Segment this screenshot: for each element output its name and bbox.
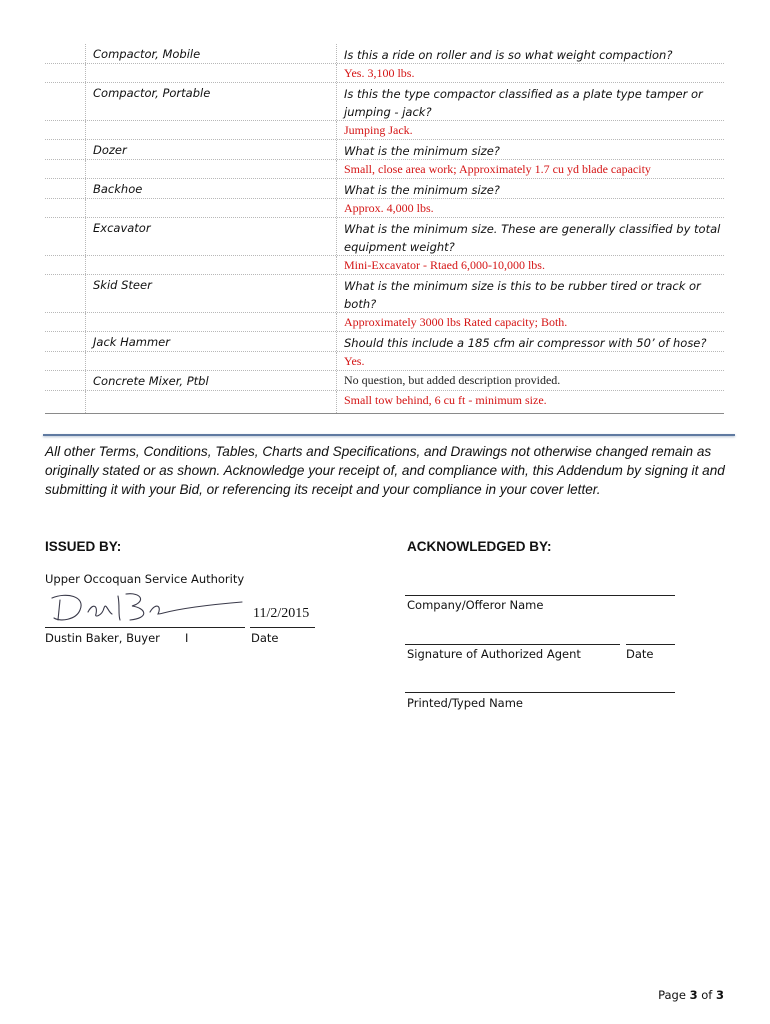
issuing-organization: Upper Occoquan Service Authority bbox=[45, 572, 245, 586]
agent-date-label: Date bbox=[626, 647, 654, 661]
terms-paragraph: All other Terms, Conditions, Tables, Charts and Specifications, and Drawings not otherwise changed remain as originally stated or as shown. Acknowledge your receipt of, and compliance with, this Addendum by signing it and submitting it with your Bid, or referencing its receipt and your compliance in your cover letter. bbox=[45, 444, 725, 497]
question-text: What is the minimum size is this to be rubber tired or track or both? bbox=[344, 279, 701, 311]
answer-text: Yes. 3,100 lbs. bbox=[344, 66, 415, 80]
equipment-cell: Dozer bbox=[86, 140, 337, 159]
table-row bbox=[45, 370, 724, 390]
table-row bbox=[45, 312, 724, 331]
equipment-cell: Backhoe bbox=[86, 179, 337, 198]
issued-date-value: 11/2/2015 bbox=[253, 606, 310, 621]
page-total: 3 bbox=[715, 988, 724, 1002]
equipment-cell: Compactor, Portable bbox=[86, 83, 337, 120]
question-text: Is this the type compactor classified as a plate type tamper or jumping - jack? bbox=[344, 87, 703, 119]
company-name-label: Company/Offeror Name bbox=[407, 598, 544, 612]
question-text: What is the minimum size? bbox=[344, 183, 500, 197]
answer-text: Approximately 3000 lbs Rated capacity; Both. bbox=[344, 315, 568, 329]
issuer-signature-line bbox=[45, 627, 245, 628]
table-row bbox=[45, 274, 724, 312]
note-text: No question, but added description provided. bbox=[344, 373, 561, 387]
page-of: of bbox=[701, 988, 713, 1002]
answer-text: Mini-Excavator - Rtaed 6,000-10,000 lbs. bbox=[344, 258, 545, 272]
qa-table bbox=[45, 44, 724, 414]
table-row bbox=[45, 63, 724, 82]
page-number bbox=[658, 988, 724, 1002]
equipment-cell: Jack Hammer bbox=[86, 332, 337, 351]
page-prefix: Page bbox=[658, 988, 686, 1002]
table-row bbox=[45, 82, 724, 120]
table-row bbox=[45, 44, 724, 63]
question-text: What is the minimum size? bbox=[344, 144, 500, 158]
table-row bbox=[45, 390, 724, 413]
table-row bbox=[45, 178, 724, 198]
issuer-name: Dustin Baker, Buyer bbox=[45, 631, 160, 645]
table-row bbox=[45, 331, 724, 351]
answer-text: Yes. bbox=[344, 354, 365, 368]
separator-mark: I bbox=[185, 631, 189, 645]
table-bottom-rule bbox=[45, 413, 724, 414]
question-text: Is this a ride on roller and is so what weight compaction? bbox=[344, 48, 673, 62]
table-row bbox=[45, 255, 724, 274]
table-row bbox=[45, 120, 724, 139]
issuer-date-line bbox=[250, 627, 315, 628]
equipment-cell: Compactor, Mobile bbox=[86, 44, 337, 63]
table-row bbox=[45, 159, 724, 178]
table-row bbox=[45, 139, 724, 159]
table-row bbox=[45, 198, 724, 217]
answer-text: Jumping Jack. bbox=[344, 123, 413, 137]
printed-name-line bbox=[405, 692, 675, 693]
question-text: What is the minimum size. These are generally classified by total equipment weight? bbox=[344, 222, 721, 254]
issuer-date-label: Date bbox=[251, 631, 279, 645]
signature-image bbox=[46, 588, 246, 628]
equipment-cell: Concrete Mixer, Ptbl bbox=[86, 371, 337, 390]
answer-text: Small tow behind, 6 cu ft - minimum size. bbox=[344, 393, 547, 407]
answer-text: Approx. 4,000 lbs. bbox=[344, 201, 434, 215]
agent-signature-line bbox=[405, 644, 620, 645]
equipment-cell: Skid Steer bbox=[86, 275, 337, 312]
answer-text: Small, close area work; Approximately 1.7 cu yd blade capacity bbox=[344, 162, 651, 176]
page-current: 3 bbox=[689, 988, 698, 1002]
table-row bbox=[45, 351, 724, 370]
question-text: Should this include a 185 cfm air compressor with 50’ of hose? bbox=[344, 336, 707, 350]
equipment-cell: Excavator bbox=[86, 218, 337, 255]
issued-by-header: ISSUED BY: bbox=[45, 539, 122, 554]
agent-signature-label: Signature of Authorized Agent bbox=[407, 647, 581, 661]
acknowledged-by-header: ACKNOWLEDGED BY: bbox=[407, 539, 552, 554]
company-name-line bbox=[405, 595, 675, 596]
printed-name-label: Printed/Typed Name bbox=[407, 696, 523, 710]
section-divider bbox=[43, 434, 735, 436]
agent-date-line bbox=[626, 644, 675, 645]
table-row bbox=[45, 217, 724, 255]
